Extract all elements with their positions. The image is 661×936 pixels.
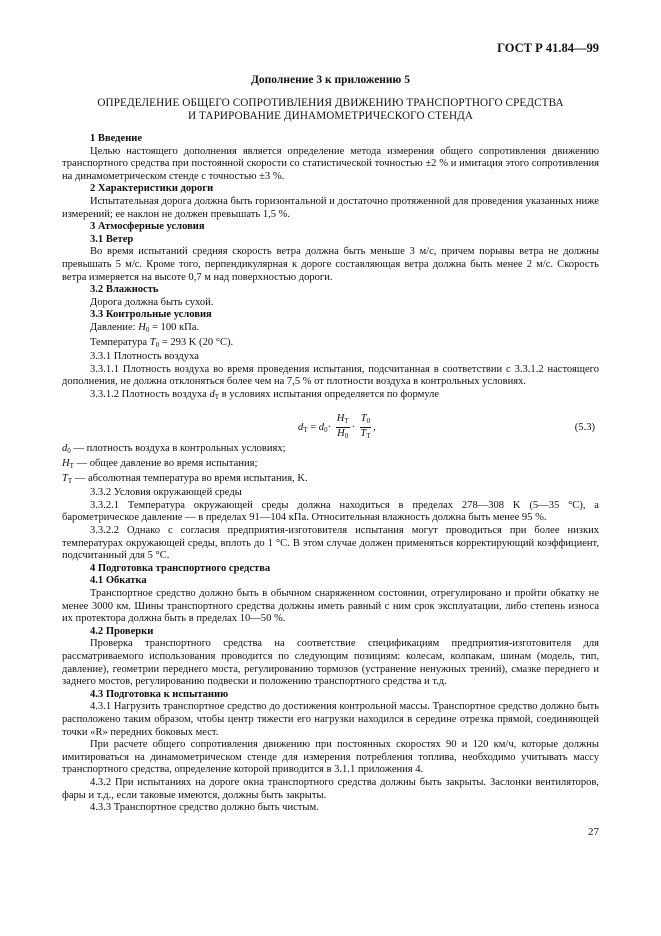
temperature-line: Температура $T_0 = 293$ K (20 °C). [90,336,234,349]
pressure-line: Давление: $H_0 = 100$ кПа. [90,321,200,334]
checks-text: Проверка транспортного средства на соответствие спецификациям предприятия-изготовителя для рассматриваемого использования проводится по следующим позициям: колесам, колпакам, шинам (модель, тип, давление), геометрии переднего моста, регулированию тормозов (устранение ненужных трений), смазке переднего и заднего мостов, регулированию подвески и положению транспортного средства и т.д. [62,638,599,688]
legend-item: $T_T$ — абсолютная температура во время испытания, K. [62,472,308,485]
test-prep-p2: При расчете общего сопротивления движению при постоянных скоростях 90 и 120 км/ч, которые должны имитироваться на динамометрическом стенде для измерения потребления топлива, необходимо учитывать массу транспортного средства, определение которой приводится в 3.1.1 приложения 4. [62,739,599,776]
legend-item: $d_0$ — плотность воздуха в контрольных условиях; [62,443,286,456]
air-density-p1: 3.3.1.1 Плотность воздуха во время проведения испытания, подсчитанная в соответствии с 3.3.1.2 настоящего дополнения, не должна отклоняться более чем на 7,5 % от плотности воздуха в контрольных условиях. [62,363,599,388]
main-title-line-2: И ТАРИРОВАНИЕ ДИНАМОМЕТРИЧЕСКОГО СТЕНДА [187,110,474,122]
section-3-heading: 3 Атмосферные условия [90,221,205,233]
section-1-heading: 1 Введение [90,133,143,144]
wind-text: Во время испытаний средняя скорость ветра должна быть меньше 3 м/с, причем порывы ветра не должны превышать 5 м/с. Кроме того, перпендикулярная к дороге составляющая ветра должна быть менее 2 м/с. Скорость ветра измеряется на высоте 0,7 м над поверхностью дороги. [62,246,599,283]
control-conditions-heading: 3.3 Контрольные условия [90,309,212,321]
main-title-line-1: ОПРЕДЕЛЕНИЕ ОБЩЕГО СОПРОТИВЛЕНИЯ ДВИЖЕНИЮ ТРАНСПОРТНОГО СРЕДСТВА [97,97,564,109]
run-in-heading: 4.1 Обкатка [90,575,147,587]
checks-heading: 4.2 Проверки [90,625,154,637]
main-title [62,97,599,123]
section-2-heading: 2 Характеристики дороги [90,183,214,195]
test-prep-p3: 4.3.2 При испытаниях на дороге окна транспортного средства должны быть закрыты. Заслонки вентиляторов, фары и т.д., если таковые имеются, должны быть закрыты. [62,776,599,801]
test-prep-p1: 4.3.1 Нагрузить транспортное средство до достижения контрольной массы. Транспортное средство должно быть расположено таким образом, чтобы центр тяжести его нагрузки находился в середине отрезка прямой, соединяющей точки «R» передних боковых мест. [62,701,599,738]
ambient-p1: 3.3.2.1 Температура окружающей среды должна находиться в пределах 278—308 K (5—35 °C), а барометрическое давление — в пределах 91—104 кПа. Относительная влажность должна быть менее 95 %. [62,499,599,524]
wind-heading: 3.1 Ветер [90,233,134,245]
supplement-title: Дополнение 3 к приложению 5 [251,74,410,86]
page-number: 27 [588,826,599,838]
humidity-heading: 3.2 Влажность [90,284,159,296]
air-density-p2: 3.3.1.2 Плотность воздуха $d_T$ в условиях испытания определяется по формуле [90,388,440,401]
temperature-ratio: $\frac{T_0}{T_T}$ [360,413,371,441]
run-in-text: Транспортное средство должно быть в обычном снаряженном состоянии, отрегулировано и пройти обкатку не менее 3000 км. Шины транспортного средства должны иметь равный с ним срок эксплуатации, либо степень износа их протектора должна быть в пределах 10—50 %. [62,588,599,625]
legend-item: $H_T$ — общее давление во время испытания; [62,458,258,471]
formula-number: (5.3) [574,422,595,434]
section-1-text: Целью настоящего дополнения является определение метода измерения общего сопротивления движению транспортного средства при постоянной скорости со статистической точностью ±2 % и имитация этого сопротивления на динамометрическом стенде с точностью ±3 %. [62,145,599,182]
humidity-text: Дорога должна быть сухой. [90,296,214,308]
test-prep-p4: 4.3.3 Транспортное средство должно быть чистым. [90,802,319,814]
air-density-heading: 3.3.1 Плотность воздуха [90,351,199,363]
ambient-p2: 3.3.2.2 Однако с согласия предприятия-изготовителя испытания могут проводиться при более низких температурах окружающей среды, вплоть до 1 °C. В этом случае должен применяться корректирующий коэффициент, подсчитанный для 5 °C. [62,525,599,562]
test-prep-heading: 4.3 Подготовка к испытанию [90,688,229,700]
formula-expression: $d_T = d_0\cdot$ $\frac{H_T}{H_0}$ · $\frac{T_0}{T_T}$ , [298,413,376,441]
document-id: ГОСТ Р 41.84—99 [497,41,599,55]
document-body [62,133,599,815]
pressure-ratio: $\frac{H_T}{H_0}$ [336,413,349,441]
section-4-heading: 4 Подготовка транспортного средства [90,562,271,574]
ambient-conditions-heading: 3.3.2 Условия окружающей среды [90,487,242,499]
section-2-text: Испытательная дорога должна быть горизонтальной и достаточно протяженной для проведения указанных ниже измерений; ее наклон не должен превышать 1,5 %. [62,195,599,220]
formula-5-3 [62,403,599,443]
